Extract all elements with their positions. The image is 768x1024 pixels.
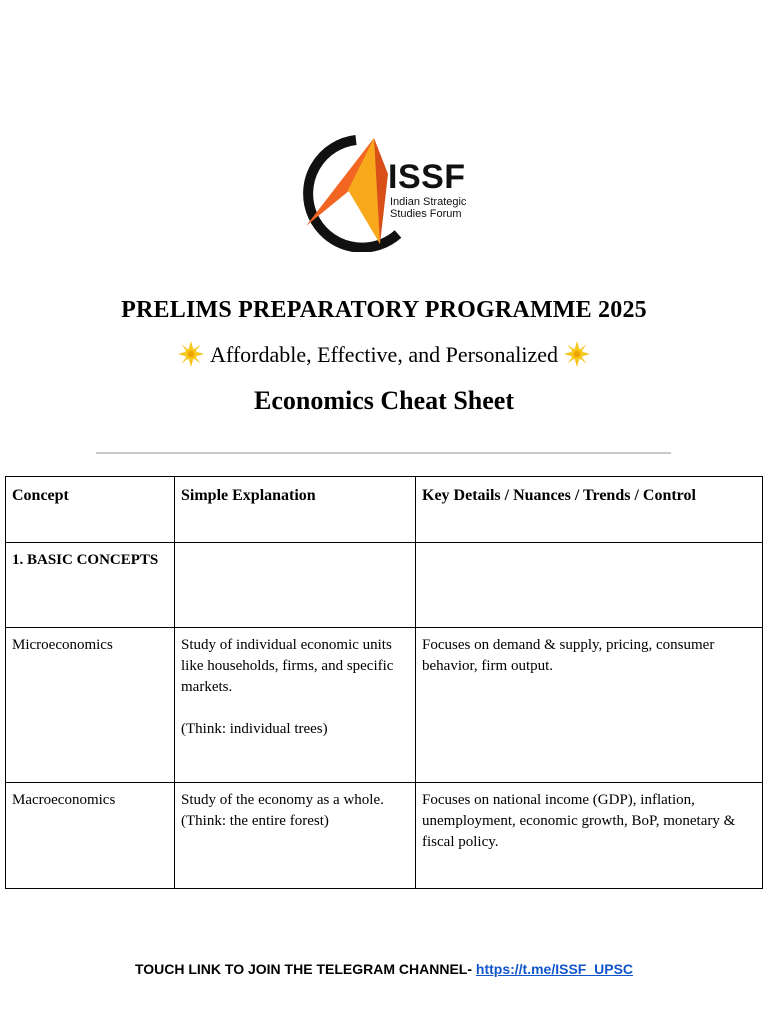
details-cell: Focuses on national income (GDP), inflation, unemployment, economic growth, BoP, monetary & fiscal policy. [416, 783, 763, 889]
divider [96, 452, 671, 454]
table-row [6, 628, 763, 783]
section-label: 1. BASIC CONCEPTS [6, 543, 175, 628]
concept-cell: Microeconomics [6, 628, 175, 783]
empty-cell [416, 543, 763, 628]
section-row [6, 543, 763, 628]
footer [0, 960, 768, 978]
telegram-link[interactable]: https://t.me/ISSF_UPSC [475, 961, 634, 977]
explanation-cell [175, 628, 416, 783]
column-header-explanation: Simple Explanation [175, 477, 416, 543]
tagline-text: Affordable, Effective, and Personalized [210, 342, 558, 367]
details-cell: Focuses on demand & supply, pricing, consumer behavior, firm output. [416, 628, 763, 783]
concept-cell: Macroeconomics [6, 783, 175, 889]
programme-title: PRELIMS PREPARATORY PROGRAMME 2025 [121, 297, 647, 323]
sun-emoji-icon [178, 341, 204, 367]
logo-subtitle-line2: Studies Forum [390, 208, 462, 220]
explanation-note: (Think: individual trees) [181, 721, 328, 737]
sun-emoji-icon [564, 341, 590, 367]
explanation-cell [175, 783, 416, 889]
cheat-sheet-table [5, 476, 763, 889]
logo-subtitle-line1: Indian Strategic [390, 196, 467, 208]
column-header-details: Key Details / Nuances / Trends / Control [416, 477, 763, 543]
explanation-note: (Think: the entire forest) [181, 813, 329, 829]
logo-subtitle [390, 196, 466, 220]
logo-name: ISSF [388, 158, 466, 196]
tagline [0, 340, 768, 370]
table-header-row [6, 477, 763, 543]
table-row [6, 783, 763, 889]
empty-cell [175, 543, 416, 628]
explanation-text: Study of the economy as a whole. [181, 792, 384, 808]
document-title: Economics Cheat Sheet [254, 386, 514, 415]
explanation-text: Study of individual economic units like households, firms, and specific markets. [181, 637, 394, 695]
column-header-concept: Concept [6, 477, 175, 543]
footer-text: TOUCH LINK TO JOIN THE TELEGRAM CHANNEL- [134, 961, 472, 977]
